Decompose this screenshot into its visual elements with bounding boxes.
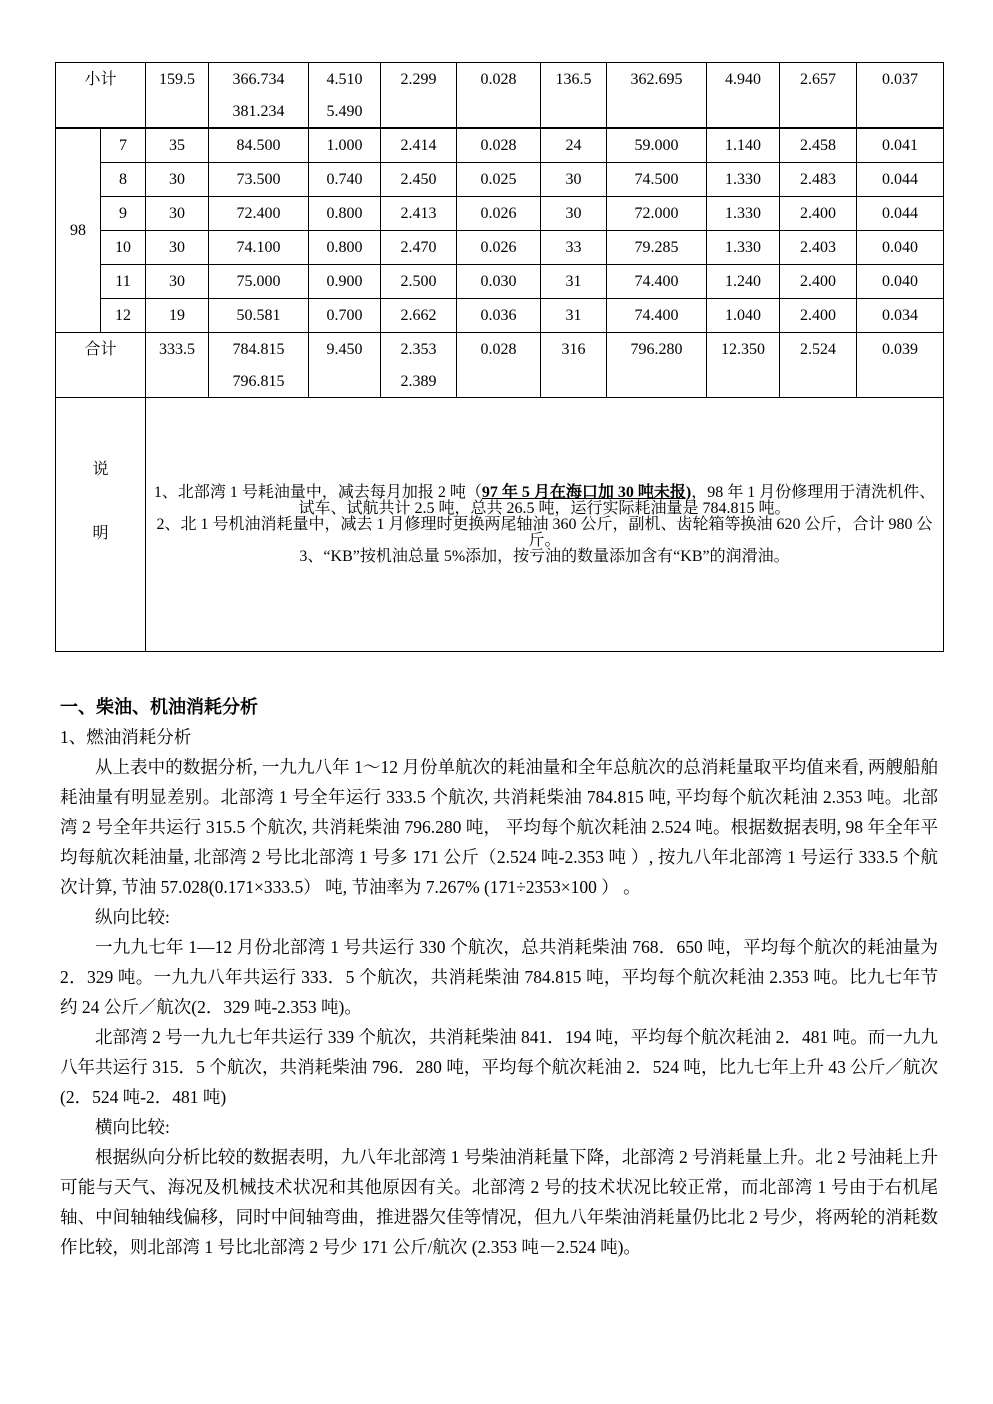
table-cell: 59.000: [607, 128, 707, 163]
table-cell: 2.500: [381, 265, 457, 299]
table-cell: 2.400: [780, 299, 857, 333]
table-cell: 1.240: [707, 265, 780, 299]
consumption-table: [55, 62, 944, 652]
table-cell: 0.044: [857, 197, 944, 231]
table-cell: [707, 63, 780, 129]
cell-line: 2.524: [800, 341, 837, 358]
table-cell: 30: [541, 197, 607, 231]
cell-line: 136.5: [555, 71, 592, 88]
table-cell: [209, 333, 309, 398]
section-heading: 一、柴油、机油消耗分析: [60, 697, 258, 717]
notes-label-stack: [56, 462, 145, 587]
paragraph-ship2-compare: 北部湾 2 号一九九七年共运行 339 个航次，共消耗柴油 841．194 吨，平均每个航次耗油 2．481 吨。而一九九八年共运行 315．5 个航次，共消耗柴油 796．280 吨，平均每个航次耗油 2．524 吨，比九七年上升 43 公斤／航次(2．524 吨-2．481 吨): [60, 1027, 938, 1107]
table-cell: [857, 63, 944, 129]
analysis-section: [60, 692, 938, 1262]
notes-label-char: 明: [92, 525, 109, 542]
cell-line: 合计: [84, 341, 117, 358]
cell-line: 0.028: [480, 341, 517, 358]
table-cell: [780, 333, 857, 398]
table-cell: 2.450: [381, 163, 457, 197]
table-cell: 2.470: [381, 231, 457, 265]
table-cell: [457, 63, 541, 129]
month-row: [56, 299, 944, 333]
table-cell: 19: [146, 299, 209, 333]
notes-label-cell: [56, 398, 146, 652]
table-cell: [541, 63, 607, 129]
cell-line: 316: [561, 341, 586, 358]
month-cell: 10: [101, 231, 146, 265]
month-row: [56, 197, 944, 231]
table-cell: [146, 63, 209, 129]
table-cell: 2.403: [780, 231, 857, 265]
paragraph-vertical-compare-label: 纵向比较:: [95, 907, 170, 927]
table-cell: 0.044: [857, 163, 944, 197]
table-cell: 2.414: [381, 128, 457, 163]
cell-line: 0.037: [882, 71, 919, 88]
table-cell: 24: [541, 128, 607, 163]
table-cell: 33: [541, 231, 607, 265]
month-cell: 11: [101, 265, 146, 299]
table-cell: 0.700: [309, 299, 381, 333]
table-cell: 2.400: [780, 265, 857, 299]
table-cell: 74.500: [607, 163, 707, 197]
subtotal-row: [56, 63, 944, 129]
table-cell: 31: [541, 265, 607, 299]
table-cell: [309, 63, 381, 129]
cell-line: 5.490: [326, 103, 363, 120]
table-cell: 30: [146, 163, 209, 197]
table-cell: 73.500: [209, 163, 309, 197]
table-cell: 72.000: [607, 197, 707, 231]
paragraph-horizontal-compare: 根据纵向分析比较的数据表明，九八年北部湾 1 号柴油消耗量下降，北部湾 2 号消耗量上升。北 2 号油耗上升可能与天气、海况及机械技术状况和其他原因有关。北部湾 2 号的技术状况比较正常，而北部湾 1 号由于右机尾轴、中间轴轴线偏移，同时中间轴弯曲，推进器欠佳等情况，但九八年柴油消耗量仍比北 2 号少，将两轮的消耗数作比较，则北部湾 1 号比北部湾 2 号少 171 公斤/航次 (2.353 吨－2.524 吨)。: [60, 1147, 938, 1257]
table-cell: 0.036: [457, 299, 541, 333]
table-cell: [146, 333, 209, 398]
paragraph-ship1-compare: 一九九七年 1—12 月份北部湾 1 号共运行 330 个航次，总共消耗柴油 768．650 吨，平均每个航次的耗油量为 2．329 吨。一九九八年共运行 333．5 个航次，共消耗柴油 784.815 吨，平均每个航次耗油 2.353 吨。比九七年节约 24 公斤／航次(2．329 吨-2.353 吨)。: [60, 937, 938, 1017]
cell-line: 366.734: [232, 71, 285, 88]
note-1-prefix: 1、北部湾 1 号耗油量中，减去每月加报 2 吨（: [153, 483, 482, 501]
month-cell: 12: [101, 299, 146, 333]
table-cell: 1.330: [707, 197, 780, 231]
cell-line: 784.815: [232, 341, 285, 358]
table-cell: 31: [541, 299, 607, 333]
table-cell: 74.100: [209, 231, 309, 265]
cell-line: 362.695: [630, 71, 683, 88]
note-2: 2、北 1 号机油消耗量中，减去 1 月修理时更换两尾轴油 360 公斤，副机、齿轮箱等换油 620 公斤，合计 980 公斤。: [156, 515, 933, 549]
table-cell: 2.413: [381, 197, 457, 231]
table-cell: 30: [146, 231, 209, 265]
cell-line: 796.280: [630, 341, 683, 358]
total-label-cell: [56, 333, 146, 398]
notes-body-cell: [146, 398, 944, 652]
table-cell: 2.483: [780, 163, 857, 197]
table-cell: 0.040: [857, 265, 944, 299]
paragraph-fuel-summary: 从上表中的数据分析, 一九九八年 1～12 月份单航次的耗油量和全年总航次的总消耗量取平均值来看, 两艘船舶耗油量有明显差别。北部湾 1 号全年运行 333.5 个航次, 共消耗柴油 784.815 吨, 平均每个航次耗油 2.353 吨。北部湾 2 号全年共运行 315.5 个航次, 共消耗柴油 796.280 吨， 平均每个航次耗油 2.524 吨。根据数据表明, 98 年全年平均每航次耗油量, 北部湾 2 号比北部湾 1 号多 171 公斤（2.524 吨-2.353 吨 ）, 按九八年北部湾 1 号运行 333.5 个航次计算, 节油 57.028(0.171×333.5） 吨, 节油率为 7.267% (171÷2353×100 ） 。: [60, 757, 938, 897]
table-cell: [780, 63, 857, 129]
note-3: 3、“KB”按机油总量 5%添加，按亏油的数量添加含有“KB”的润滑油。: [299, 547, 790, 565]
cell-line: 333.5: [159, 341, 196, 358]
table-cell: 2.400: [780, 197, 857, 231]
cell-line: 159.5: [159, 71, 196, 88]
cell-line: 小计: [84, 71, 117, 88]
table-cell: 1.040: [707, 299, 780, 333]
table-cell: 0.030: [457, 265, 541, 299]
year-cell: 98: [56, 128, 101, 333]
table-cell: [381, 333, 457, 398]
month-cell: 7: [101, 128, 146, 163]
month-row: [56, 231, 944, 265]
cell-line: 2.389: [400, 373, 437, 390]
table-cell: 2.662: [381, 299, 457, 333]
month-row: [56, 163, 944, 197]
month-row: [56, 128, 944, 163]
table-cell: 0.026: [457, 231, 541, 265]
table-cell: 30: [541, 163, 607, 197]
table-cell: [457, 333, 541, 398]
table-cell: 79.285: [607, 231, 707, 265]
table-cell: 0.026: [457, 197, 541, 231]
table-cell: 0.800: [309, 231, 381, 265]
table-cell: [707, 333, 780, 398]
table-cell: 35: [146, 128, 209, 163]
table-cell: 1.000: [309, 128, 381, 163]
cell-line: 2.299: [400, 71, 437, 88]
paragraph-horizontal-compare-label: 横向比较:: [95, 1117, 170, 1137]
table-cell: 1.140: [707, 128, 780, 163]
table-cell: 30: [146, 197, 209, 231]
subtotal-label-cell: [56, 63, 146, 129]
cell-line: 2.353: [400, 341, 437, 358]
table-cell: 0.025: [457, 163, 541, 197]
table-cell: [607, 63, 707, 129]
note-1-suffix: ，98 年 1 月份修理用于清洗机件、试车、试航共计 2.5 吨，总共 26.5 吨，运行实际耗油量是 784.815 吨。: [298, 483, 936, 517]
table-cell: 2.458: [780, 128, 857, 163]
table-cell: 0.040: [857, 231, 944, 265]
table-cell: 0.041: [857, 128, 944, 163]
table-cell: [209, 63, 309, 129]
total-row: [56, 333, 944, 398]
table-cell: 72.400: [209, 197, 309, 231]
note-1: [146, 485, 943, 517]
notes-label-char: 说: [92, 461, 109, 478]
table-cell: 30: [146, 265, 209, 299]
table-cell: 74.400: [607, 299, 707, 333]
table-cell: 50.581: [209, 299, 309, 333]
month-row: [56, 265, 944, 299]
table-cell: [309, 333, 381, 398]
month-cell: 8: [101, 163, 146, 197]
cell-line: 0.028: [480, 71, 517, 88]
table-cell: [607, 333, 707, 398]
table-cell: 0.900: [309, 265, 381, 299]
table-cell: 1.330: [707, 163, 780, 197]
table-cell: [381, 63, 457, 129]
note-1-emphasis: 97 年 5 月在海口加 30 吨未报): [481, 483, 692, 501]
cell-line: 9.450: [326, 341, 363, 358]
cell-line: 4.510: [326, 71, 363, 88]
table-cell: 0.800: [309, 197, 381, 231]
table-cell: [857, 333, 944, 398]
cell-line: 0.039: [882, 341, 919, 358]
table-cell: 84.500: [209, 128, 309, 163]
table-cell: 74.400: [607, 265, 707, 299]
table-cell: 0.034: [857, 299, 944, 333]
cell-line: 381.234: [232, 103, 285, 120]
month-cell: 9: [101, 197, 146, 231]
cell-line: 4.940: [725, 71, 762, 88]
table-cell: 0.740: [309, 163, 381, 197]
cell-line: 2.657: [800, 71, 837, 88]
table-cell: 75.000: [209, 265, 309, 299]
subsection-heading: 1、燃油消耗分析: [60, 727, 192, 747]
table-cell: 1.330: [707, 231, 780, 265]
table-cell: 0.028: [457, 128, 541, 163]
table-cell: [541, 333, 607, 398]
cell-line: 796.815: [232, 373, 285, 390]
cell-line: 12.350: [721, 341, 766, 358]
notes-row: [56, 398, 944, 652]
